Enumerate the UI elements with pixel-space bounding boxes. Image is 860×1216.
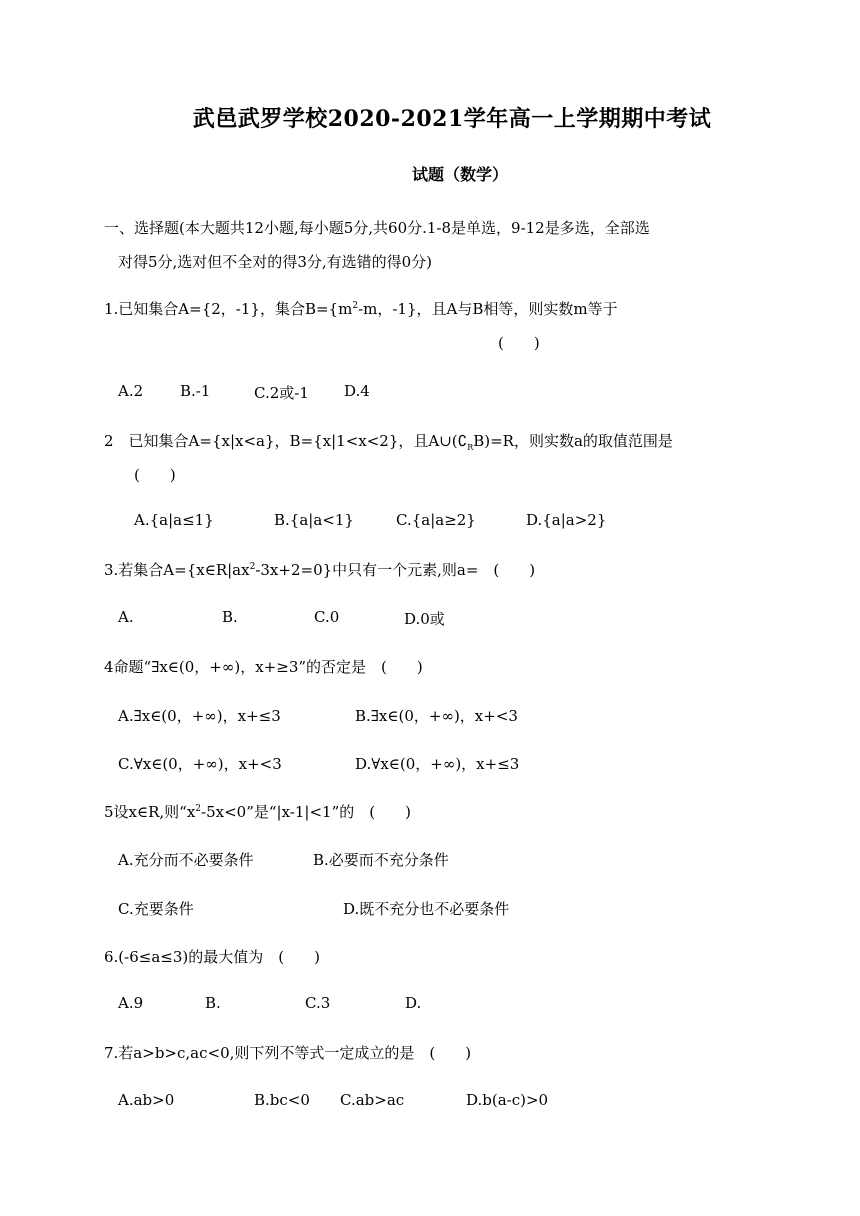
question-6-option-c: C.3	[305, 994, 331, 1012]
question-5-stem	[104, 801, 411, 822]
section-instructions-line-1: 一、选择题(本大题共12小题,每小题5分,共60分.1-8是单选，9-12是多选，全部选	[104, 219, 650, 237]
section-instructions-line-2: 对得5分,选对但不全对的得3分,有选错的得0分)	[118, 253, 433, 271]
question-1-stem-part-a: 1.已知集合A={2，-1}，集合B={m	[104, 300, 353, 318]
exam-subtitle: 试题（数学）	[411, 165, 508, 184]
question-4-stem: 4命题“∃x∈(0，+∞)，x+≥3”的否定是 ( )	[104, 658, 423, 676]
question-5-option-d: D.既不充分也不必要条件	[343, 900, 510, 918]
question-3-option-a: A.	[118, 608, 134, 626]
question-3-option-d: D.0或	[404, 610, 445, 628]
question-2-option-c: C.{a|a≥2}	[396, 511, 476, 529]
question-3-stem-part-b: -3x+2=0}中只有一个元素,则a= ( )	[255, 561, 536, 579]
question-4-option-a: A.∃x∈(0，+∞)，x+≤3	[118, 707, 281, 725]
question-7-stem: 7.若a>b>c,ac<0,则下列不等式一定成立的是 ( )	[104, 1044, 472, 1062]
question-2-option-a: A.{a|a≤1}	[134, 511, 214, 529]
question-1-option-d: D.4	[344, 382, 370, 400]
question-5-option-b: B.必要而不充分条件	[313, 851, 449, 869]
question-4-option-c: C.∀x∈(0，+∞)，x+<3	[118, 755, 282, 773]
exam-title: 武邑武罗学校2020-2021学年高一上学期期中考试	[192, 106, 712, 132]
question-6-option-b: B.	[205, 994, 221, 1012]
question-6-option-a: A.9	[118, 994, 144, 1012]
question-7-option-d: D.b(a-c)>0	[466, 1091, 549, 1109]
question-5-superscript: 2	[195, 804, 202, 814]
question-3-stem-part-a: 3.若集合A={x∈R|ax	[104, 561, 250, 579]
question-2-answer-paren: ( )	[134, 466, 176, 484]
question-2-option-d: D.{a|a>2}	[526, 511, 607, 529]
question-2-stem-part-a: 2 已知集合A={x|x<a}，B={x|1<x<2}，且A∪(∁	[104, 432, 468, 450]
question-6-stem: 6.(-6≤a≤3)的最大值为 ( )	[104, 948, 320, 966]
question-4-option-d: D.∀x∈(0，+∞)，x+≤3	[355, 755, 520, 773]
question-1-superscript: 2	[352, 301, 359, 311]
question-5-stem-part-b: -5x<0”是“|x-1|<1”的 ( )	[201, 803, 411, 821]
question-2-stem	[104, 430, 673, 451]
question-1-answer-paren: ( )	[498, 334, 540, 352]
question-1-option-b: B.-1	[180, 382, 211, 400]
question-2-stem-part-b: B)=R，则实数a的取值范围是	[473, 432, 673, 450]
question-1-option-a: A.2	[118, 382, 144, 400]
question-2-subscript: R	[467, 443, 474, 452]
question-5-option-a: A.充分而不必要条件	[118, 851, 254, 869]
question-1-option-c: C.2或-1	[254, 384, 309, 402]
question-3-option-b: B.	[222, 608, 238, 626]
question-3-option-c: C.0	[314, 608, 340, 626]
question-3-stem	[104, 559, 535, 580]
question-5-stem-part-a: 5设x∈R,则“x	[104, 803, 196, 821]
question-7-option-a: A.ab>0	[118, 1091, 175, 1109]
question-2-option-b: B.{a|a<1}	[274, 511, 354, 529]
question-6-option-d: D.	[405, 994, 422, 1012]
question-5-option-c: C.充要条件	[118, 900, 194, 918]
question-7-option-b: B.bc<0	[254, 1091, 310, 1109]
question-4-option-b: B.∃x∈(0，+∞)，x+<3	[355, 707, 518, 725]
question-7-option-c: C.ab>ac	[340, 1091, 405, 1109]
question-1-stem	[104, 298, 618, 319]
question-3-superscript: 2	[249, 562, 256, 572]
question-1-stem-part-b: -m，-1}，且A与B相等，则实数m等于	[358, 300, 618, 318]
